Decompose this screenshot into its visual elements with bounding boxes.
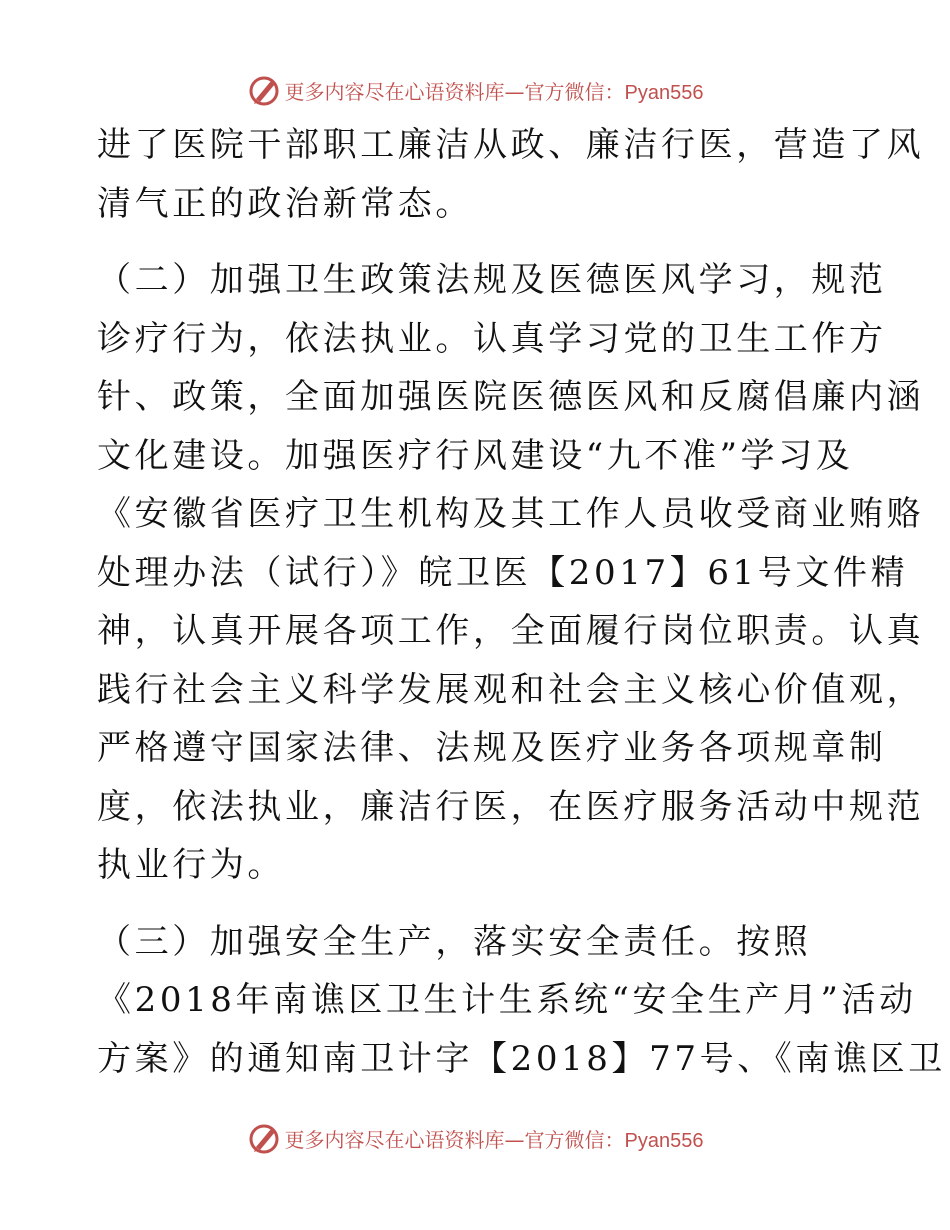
text-line: 文化建设。加强医疗行风建设“九不准”学习及 — [97, 435, 854, 476]
banner-text — [285, 1124, 704, 1153]
banner-wechat-label: 官方微信： — [524, 79, 625, 104]
text-line: （二）加强卫生政策法规及医德医风学习，规范 — [97, 260, 887, 300]
text-line: 方案》的通知南卫计字【2018】77号、《南谯区卫 — [97, 1038, 946, 1079]
text-line: 进了医院干部职工廉洁从政、廉洁行医，营造了风 — [97, 125, 925, 165]
text-line: 《2018年南谯区卫生计生系统“安全生产月”活动 — [97, 980, 917, 1020]
banner-dash: — — [504, 1127, 525, 1152]
text-line: 处理办法（试行）》皖卫医【2017】61号文件精 — [97, 552, 909, 593]
banner-dash: — — [504, 79, 525, 104]
text-line: 严格遵守国家法律、法规及医疗业务各项规章制 — [97, 728, 887, 768]
text-line: 清气正的政治新常态。 — [97, 183, 473, 224]
text-line: （三）加强安全生产，落实安全责任。按照 — [97, 921, 812, 962]
text-line: 执业行为。 — [97, 845, 285, 885]
document-body — [97, 116, 946, 1088]
banner-text — [285, 76, 704, 105]
banner-wechat-id: Pyan556 — [624, 1129, 704, 1152]
text-line: 神，认真开展各项工作，全面履行岗位职责。认真 — [97, 611, 925, 651]
banner-main: 更多内容尽在心语资料库 — [284, 79, 505, 104]
banner-wechat-id: Pyan556 — [624, 81, 704, 104]
pen-logo-icon — [247, 1121, 281, 1155]
text-line: 践行社会主义科学发展观和社会主义核心价值观， — [97, 669, 925, 710]
text-line: 度，依法执业，廉洁行医，在医疗服务活动中规范 — [97, 786, 925, 827]
text-line: 针、政策，全面加强医院医德医风和反腐倡廉内涵 — [97, 377, 925, 417]
footer-banner — [0, 1118, 950, 1158]
pen-logo-icon — [247, 73, 281, 107]
header-banner — [0, 70, 950, 110]
banner-wechat-label: 官方微信： — [524, 1127, 625, 1152]
banner-main: 更多内容尽在心语资料库 — [284, 1127, 505, 1152]
text-line: 诊疗行为，依法执业。认真学习党的卫生工作方 — [97, 318, 887, 359]
text-line: 《安徽省医疗卫生机构及其工作人员收受商业贿赂 — [97, 494, 925, 534]
